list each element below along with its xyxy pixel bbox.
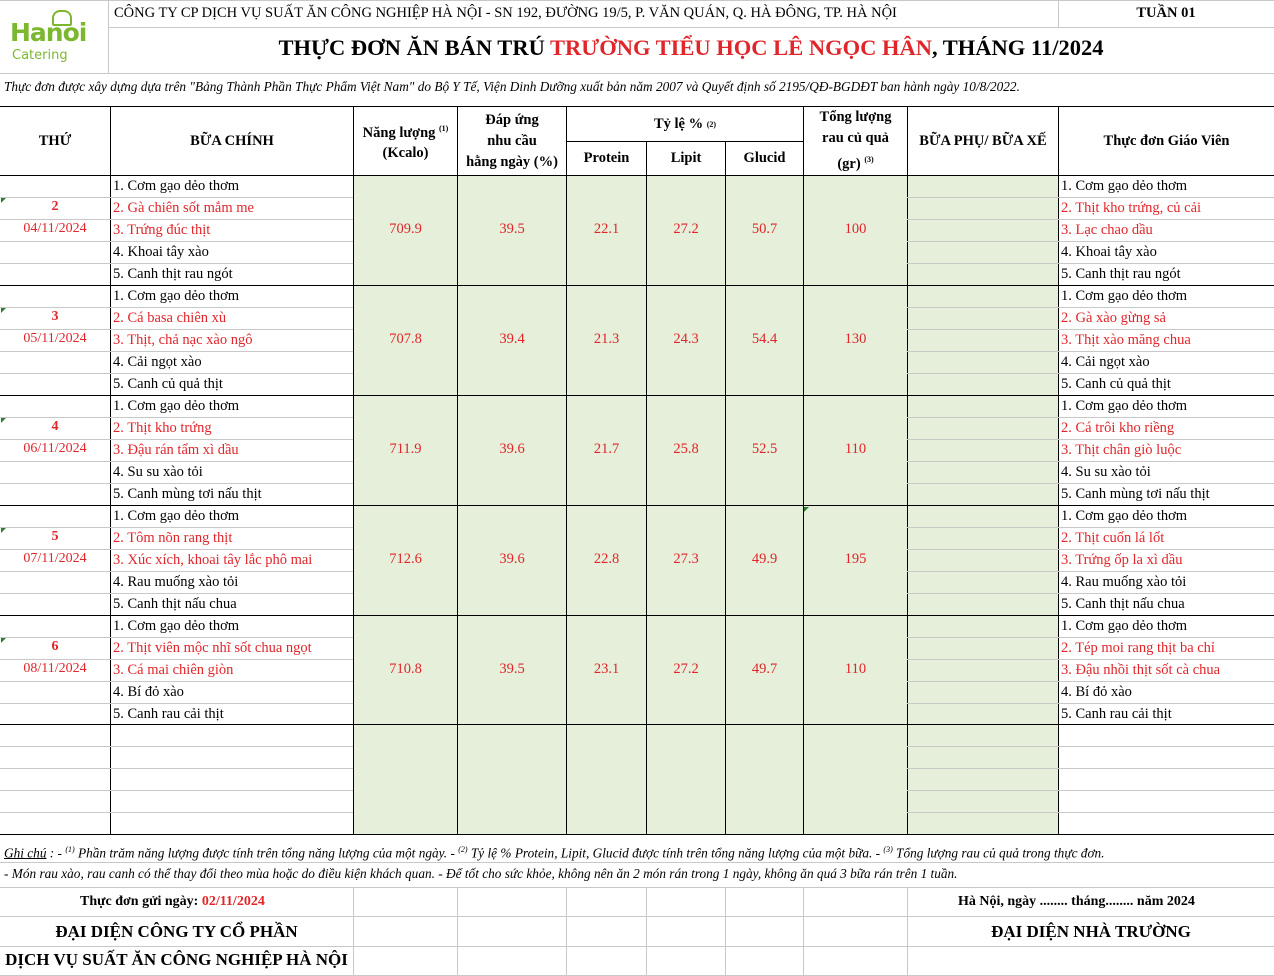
teacher-dish: 2. Gà xào gừng sả (1061, 310, 1166, 326)
teacher-dish: 3. Thịt xào măng chua (1061, 332, 1191, 348)
main-dish: 5. Canh rau cải thịt (113, 706, 224, 722)
teacher-dish: 3. Thịt chân giò luộc (1061, 442, 1182, 458)
main-dish: 1. Cơm gạo dẻo thơm (113, 178, 240, 194)
teacher-dish: 1. Cơm gạo dẻo thơm (1061, 508, 1188, 524)
main-dish: 3. Đậu rán tẩm xì dầu (113, 442, 239, 458)
teacher-dish: 3. Đậu nhồi thịt sốt cà chua (1061, 662, 1221, 678)
day-number: 2 (51, 199, 59, 214)
nutrition-glucid: 49.7 (751, 661, 778, 677)
teacher-dish: 4. Su su xào tỏi (1061, 464, 1151, 480)
col-dap-ung: Đáp ứng nhu cầu hằng ngày (%) (466, 111, 558, 170)
day-number: 6 (51, 639, 59, 654)
nutrition-meet: 39.4 (499, 331, 525, 347)
col-thu: THỨ (38, 132, 72, 149)
day-date: 08/11/2024 (23, 661, 87, 676)
teacher-dish: 4. Khoai tây xào (1061, 244, 1157, 260)
main-dish: 5. Canh mùng tơi nấu thịt (113, 486, 262, 502)
teacher-dish: 5. Canh thịt rau ngót (1061, 266, 1181, 282)
main-dish: 5. Canh thịt nấu chua (113, 596, 237, 612)
col-glucid: Glucid (743, 150, 786, 166)
main-dish: 5. Canh thịt rau ngót (113, 266, 233, 282)
main-dish: 1. Cơm gạo dẻo thơm (113, 398, 240, 414)
main-dish: 3. Cá mai chiên giòn (113, 662, 234, 678)
main-dish: 2. Thịt viên mộc nhĩ sốt chua ngọt (113, 640, 312, 656)
nutrition-energy: 710.8 (389, 661, 422, 677)
nutrition-energy: 707.8 (389, 331, 422, 347)
menu-note: Thực đơn được xây dựng dựa trên "Bảng Thành Phần Thực Phẩm Việt Nam" do Bộ Y Tế, Viện Dinh Dưỡng xuất bản năm 2007 và Quyết định số 2195/QĐ-BGDĐT ban hành ngày 10/8/2022. (4, 79, 1020, 94)
main-dish: 2. Cá basa chiên xù (113, 310, 227, 326)
col-giao-vien: Thực đơn Giáo Viên (1103, 132, 1230, 149)
teacher-dish: 3. Trứng ốp la xì dầu (1061, 552, 1183, 568)
day-number: 4 (51, 419, 59, 434)
cell-marker-icon (804, 507, 809, 512)
nutrition-glucid: 50.7 (751, 221, 778, 237)
teacher-dish: 4. Rau muống xào tỏi (1061, 574, 1187, 590)
nutrition-meet: 39.6 (499, 441, 525, 457)
col-lipit: Lipit (670, 150, 702, 166)
main-dish: 2. Gà chiên sốt mắm me (113, 200, 254, 216)
teacher-dish: 1. Cơm gạo dẻo thơm (1061, 398, 1188, 414)
nutrition-lipit: 27.2 (673, 661, 699, 677)
rep-company-line-2: DỊCH VỤ SUẤT ĂN CÔNG NGHIỆP HÀ NỘI (5, 950, 348, 969)
col-rau-cu-qua: Tổng lượng rau củ quả (gr) $^{(3)}$ (819, 109, 892, 172)
day-date: 07/11/2024 (23, 551, 87, 566)
nutrition-energy: 711.9 (389, 441, 422, 457)
nutrition-protein: 23.1 (593, 661, 620, 677)
main-dish: 4. Khoai tây xào (113, 244, 209, 260)
nutrition-veg: 110 (844, 441, 867, 457)
teacher-dish: 5. Canh củ quả thịt (1061, 376, 1171, 392)
day-date: 06/11/2024 (23, 441, 87, 456)
page-title: THỰC ĐƠN ĂN BÁN TRÚ TRƯỜNG TIỂU HỌC LÊ NGỌC HÂN, THÁNG 11/2024 (278, 35, 1104, 60)
teacher-dish: 5. Canh mùng tơi nấu thịt (1061, 486, 1210, 502)
main-dish: 4. Su su xào tỏi (113, 464, 203, 480)
company-address: CÔNG TY CP DỊCH VỤ SUẤT ĂN CÔNG NGHIỆP HÀ NỘI - SN 192, ĐƯỜNG 19/5, P. VĂN QUÁN, Q. HÀ ĐÔNG, TP. HÀ NỘI (114, 5, 897, 21)
nutrition-protein: 21.7 (593, 441, 620, 457)
teacher-dish: 1. Cơm gạo dẻo thơm (1061, 178, 1188, 194)
nutrition-glucid: 52.5 (751, 441, 778, 457)
place-date: Hà Nội, ngày ........ tháng........ năm 2024 (958, 894, 1195, 909)
nutrition-protein: 21.3 (593, 331, 620, 347)
main-dish: 4. Bí đỏ xào (113, 684, 184, 700)
col-nang-luong: Năng lượng $^{(1)}$ (Kcalo) (362, 123, 449, 162)
nutrition-energy: 712.6 (389, 551, 422, 567)
teacher-dish: 2. Thịt cuốn lá lốt (1061, 530, 1165, 546)
nutrition-energy: 709.9 (389, 221, 422, 237)
main-dish: 4. Cải ngọt xào (113, 354, 202, 370)
teacher-dish: 1. Cơm gạo dẻo thơm (1061, 618, 1188, 634)
week-label: TUẦN 01 (1136, 5, 1196, 21)
main-dish: 2. Tôm nõn rang thịt (113, 530, 233, 546)
nutrition-lipit: 27.3 (673, 551, 699, 567)
teacher-dish: 1. Cơm gạo dẻo thơm (1061, 288, 1188, 304)
nutrition-veg: 100 (844, 221, 867, 237)
nutrition-veg: 130 (844, 331, 867, 347)
day-number: 3 (51, 309, 59, 324)
col-bua-chinh: BỮA CHÍNH (190, 132, 274, 149)
main-dish: 3. Xúc xích, khoai tây lắc phô mai (113, 552, 313, 568)
footnote-line-1: Ghi chú : - $^{(1)}$ Phần trăm năng lượng được tính trên tổng năng lượng của một ngày. - $^{(2)}$ Tỷ lệ % Protein, Lipit, Glucid được tính trên tổng năng lượng của một bữa. - $^{(3)}$ Tổng lượng rau củ quả trong thực đơn. (4, 845, 1105, 861)
rep-school: ĐẠI DIỆN NHÀ TRƯỜNG (991, 922, 1191, 941)
rep-company-line-1: ĐẠI DIỆN CÔNG TY CỔ PHẦN (55, 922, 298, 941)
nutrition-protein: 22.1 (593, 221, 620, 237)
teacher-dish: 4. Cải ngọt xào (1061, 354, 1150, 370)
nutrition-meet: 39.5 (499, 221, 525, 237)
main-dish: 3. Thịt, chả nạc xào ngô (113, 332, 253, 348)
nutrition-veg: 110 (844, 661, 867, 677)
nutrition-glucid: 49.9 (751, 551, 778, 567)
nutrition-meet: 39.5 (499, 661, 525, 677)
teacher-dish: 4. Bí đỏ xào (1061, 684, 1132, 700)
nutrition-glucid: 54.4 (751, 331, 778, 347)
main-dish: 4. Rau muống xào tỏi (113, 574, 239, 590)
day-date: 04/11/2024 (23, 221, 87, 236)
nutrition-protein: 22.8 (593, 551, 620, 567)
main-dish: 1. Cơm gạo dẻo thơm (113, 508, 240, 524)
sent-date: Thực đơn gửi ngày: 02/11/2024 (80, 894, 265, 909)
col-bua-phu: BỮA PHỤ/ BỮA XẾ (919, 132, 1047, 149)
nutrition-lipit: 24.3 (673, 331, 699, 347)
main-dish: 1. Cơm gạo dẻo thơm (113, 618, 240, 634)
main-dish: 5. Canh củ quả thịt (113, 376, 223, 392)
teacher-dish: 5. Canh thịt nấu chua (1061, 596, 1185, 612)
main-dish: 2. Thịt kho trứng (113, 420, 212, 436)
nutrition-veg: 195 (844, 551, 867, 567)
main-dish: 1. Cơm gạo dẻo thơm (113, 288, 240, 304)
teacher-dish: 5. Canh rau cải thịt (1061, 706, 1172, 722)
main-dish: 3. Trứng đúc thịt (113, 222, 211, 238)
teacher-dish: 2. Thịt kho trứng, củ cải (1061, 200, 1202, 216)
nutrition-lipit: 25.8 (673, 441, 699, 457)
nutrition-lipit: 27.2 (673, 221, 699, 237)
nutrition-meet: 39.6 (499, 551, 525, 567)
footnote-line-2: - Món rau xào, rau canh có thể thay đổi theo mùa hoặc do điều kiện khách quan. - Để tốt cho sức khỏe, không nên ăn 2 món rán trong 1 ngày, không ăn quá 3 bữa rán trên 1 tuần. (4, 866, 958, 881)
col-protein: Protein (583, 150, 630, 166)
teacher-dish: 3. Lạc chao dầu (1061, 222, 1153, 238)
teacher-dish: 2. Cá trôi kho riềng (1061, 420, 1175, 436)
hanoi-catering-logo: Hanoi Catering (8, 8, 78, 70)
teacher-dish: 2. Tép moi rang thịt ba chỉ (1061, 640, 1215, 656)
col-ty-le: Tỷ lệ % (2) (653, 115, 717, 132)
day-date: 05/11/2024 (23, 331, 87, 346)
day-number: 5 (51, 529, 59, 544)
